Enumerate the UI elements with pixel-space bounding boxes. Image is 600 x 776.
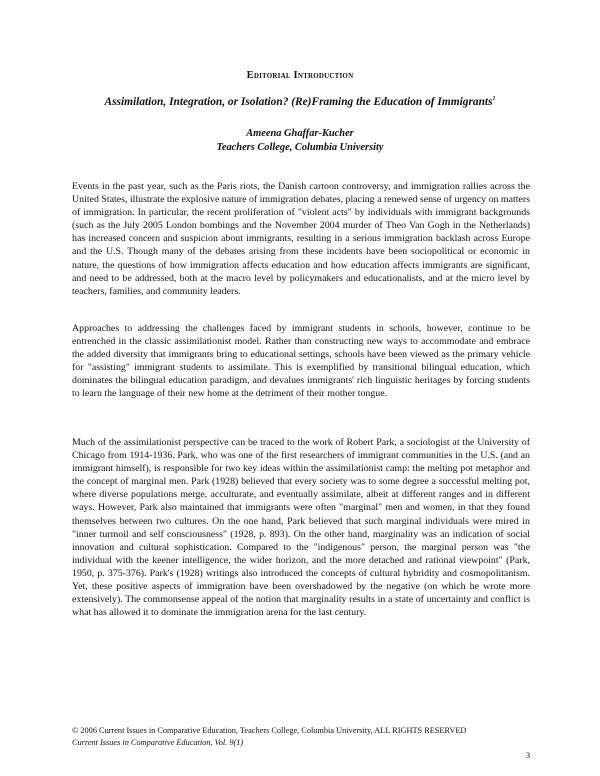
section-label: Editorial Introduction	[246, 70, 354, 81]
footnote-marker[interactable]: 1	[492, 96, 496, 103]
body-paragraph-1: Events in the past year, such as the Paris riots, the Danish cartoon controversy, and immigration rallies across the United States, illustrate the explosive nature of immigration debates, placing a renewed sense of urgency on matters of immigration. In particular, the recent proliferation of "violent acts" by individuals with immigrant backgrounds (such as the July 2005 London bombings and the November 2004 murder of Theo Van Gogh in the Netherlands) has increased concern and suspicion about immigrants, resulting in a serious immigration backlash across Europe and the U.S. Though many of the debates arising from these incidents have been sociopolitical or economic in nature, the questions of how immigration affects education and how education affects immigrants are significant, and need to be addressed, both at the macro level by policymakers and educationalists, and at the micro level by teachers, families, and community leaders.	[72, 181, 530, 297]
body-paragraph-2: Approaches to addressing the challenges faced by immigrant students in schools, however, continue to be entrenched in the classic assimilationist model. Rather than constructing new ways to accommodate and embrace the added diversity that immigrants bring to educational settings, schools have been viewed as the primary vehicle for "assisting" immigrant students to assimilate. This is exemplified by transitional bilingual education, which dominates the bilingual education paradigm, and devalues immigrants' rich linguistic heritages by forcing students to learn the language of their new home at the detriment of their mother tongue.	[72, 323, 530, 400]
article-title-text: Assimilation, Integration, or Isolation? (Re)Framing the Education of Immigrants	[104, 96, 493, 108]
author-name: Ameena Ghaffar-Kucher	[246, 128, 354, 139]
page-number: 3	[525, 751, 530, 760]
body-paragraph-3: Much of the assimilationist perspective can be traced to the work of Robert Park, a sociologist at the University of Chicago from 1914-1936. Park, who was one of the first researchers of immigrant communities in the U.S. (and an immigrant himself), is responsible for two key ideas within the assimilationist camp: the melting pot metaphor and the concept of marginal men. Park (1928) believed that every society was to some degree a successful melting pot, where diverse populations merge, acculturate, and eventually assimilate, albeit at different ranges and in different ways. However, Park also maintained that immigrants were often "marginal" men and women, in that they found themselves between two cultures. On the one hand, Park believed that such marginal individuals were mired in "inner turmoil and self consciousness" (1928, p. 893). On the other hand, marginality was an indication of social innovation and cultural sophistication. Compared to the "indigenous" person, the marginal person was "the individual with the keener intelligence, the wider horizon, and the more detached and rational viewpoint" (Park, 1950, p. 375-376). Park's (1928) writings also introduced the concepts of cultural hybridity and cosmopolitanism. Yet, these positive aspects of immigration have been overshadowed by the negative (on which he wrote more extensively). The commonsense appeal of the notion that marginality results in a state of uncertainty and conflict is what has allowed it to dominate the immigration arena for the last century.	[72, 437, 530, 619]
copyright-notice: © 2006 Current Issues in Comparative Education, Teachers College, Columbia University, ALL RIGHTS RESERVED	[72, 726, 467, 735]
journal-citation: Current Issues in Comparative Education, Vol. 9(1)	[72, 738, 244, 747]
author-affiliation: Teachers College, Columbia University	[216, 142, 384, 153]
article-title	[40, 96, 560, 108]
